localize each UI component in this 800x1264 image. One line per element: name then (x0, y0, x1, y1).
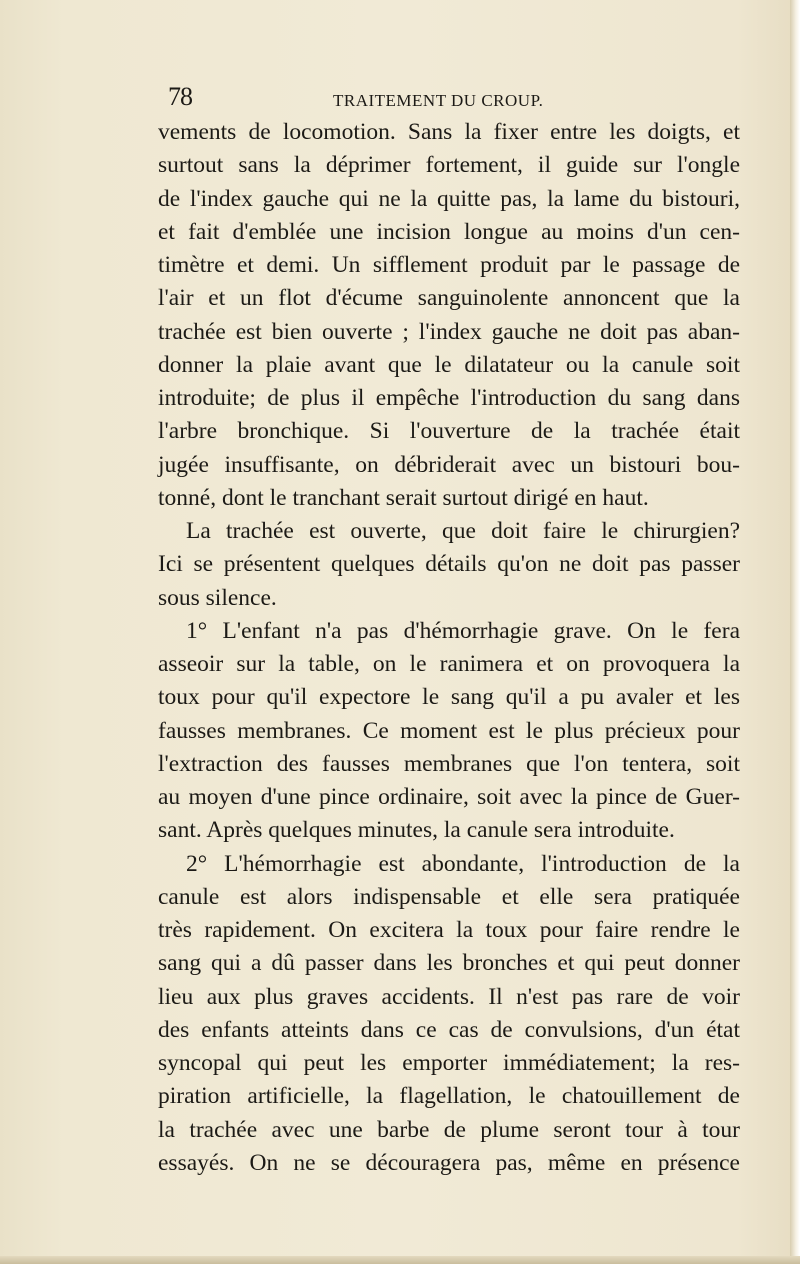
text-line: sant. Après quelques minutes, la canule sera introduite. (158, 817, 675, 844)
text-line: donner la plaie avant que le dilatateur ou la canule soit (158, 351, 740, 378)
text-line: l'extraction des fausses membranes que l'on tentera, soit (158, 750, 740, 777)
text-line: Ici se présentent quelques détails qu'on ne doit pas passer (158, 551, 740, 578)
text-line: très rapidement. On excitera la toux pour faire rendre le (158, 917, 740, 943)
text-line: l'arbre bronchique. Si l'ouverture de la trachée était (158, 418, 740, 445)
text-line: essayés. On ne se découragera pas, même en présence (158, 1149, 740, 1176)
text-line: vements de locomotion. Sans la fixer entre les doigts, et (158, 119, 740, 145)
text-line: trachée est bien ouverte ; l'index gauche ne doit pas aban- (158, 318, 740, 345)
text-line: de l'index gauche qui ne la quitte pas, la lame du bistouri, (158, 185, 740, 212)
text-line: piration artificielle, la flagellation, le chatouillement de (158, 1083, 740, 1110)
page-header (168, 82, 728, 112)
body-text (158, 116, 740, 1180)
text-line: timètre et demi. Un sifflement produit par le passage de (158, 252, 740, 278)
text-line: asseoir sur la table, on le ranimera et on provoquera la (158, 651, 740, 677)
text-line: l'air et un flot d'écume sanguinolente annoncent que la (158, 285, 740, 312)
page-number: 78 (168, 82, 192, 111)
text-line: sang qui a dû passer dans les bronches et qui peut donner (158, 950, 740, 977)
text-line: tonné, dont le tranchant serait surtout dirigé en haut. (158, 484, 649, 511)
text-line: sous silence. (158, 584, 277, 611)
text-line: des enfants atteints dans ce cas de convulsions, d'un état (158, 1016, 740, 1043)
text-line: 2° L'hémorrhagie est abondante, l'introduction de la (186, 850, 740, 877)
text-line: lieu aux plus graves accidents. Il n'est pas rare de voir (158, 983, 740, 1010)
text-line: surtout sans la déprimer fortement, il guide sur l'ongle (158, 152, 740, 179)
text-line: canule est alors indispensable et elle sera pratiquée (158, 883, 740, 910)
running-head: TRAITEMENT DU CROUP. (333, 91, 544, 110)
text-line: fausses membranes. Ce moment est le plus précieux pour (158, 717, 740, 744)
text-line: 1° L'enfant n'a pas d'hémorrhagie grave. On le fera (186, 617, 740, 644)
text-line: toux pour qu'il expectore le sang qu'il a pu avaler et les (158, 684, 740, 711)
text-line: au moyen d'une pince ordinaire, soit avec la pince de Guer- (158, 784, 740, 810)
text-line: et fait d'emblée une incision longue au moins d'un cen- (158, 218, 740, 245)
text-line: syncopal qui peut les emporter immédiatement; la res- (158, 1050, 740, 1076)
text-line: introduite; de plus il empêche l'introduction du sang dans (158, 385, 740, 411)
page-edge-right (790, 0, 800, 1264)
page-edge-bottom (0, 1256, 800, 1264)
text-line: jugée insuffisante, on débriderait avec un bistouri bou- (158, 451, 740, 478)
text-line: La trachée est ouverte, que doit faire le chirurgien? (186, 518, 740, 544)
text-line: la trachée avec une barbe de plume seront tour à tour (158, 1116, 740, 1143)
